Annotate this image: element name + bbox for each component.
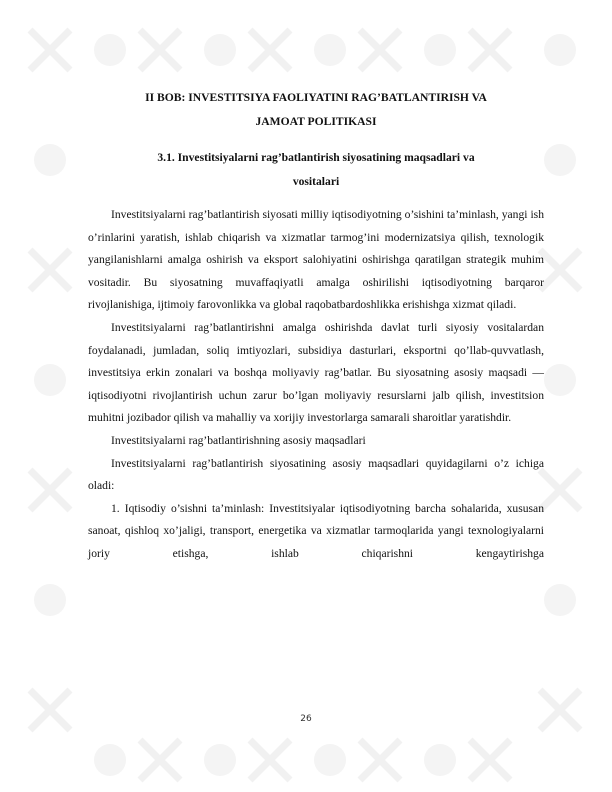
section-title-line-1: 3.1. Investitsiyalarni rag’batlantirish siyosatining maqsadlari va <box>157 151 475 164</box>
chapter-title-line-1: II BOB: INVESTITSIYA FAOLIYATINI RAG’BATLANTIRISH VA <box>145 91 487 104</box>
chapter-title <box>88 86 544 134</box>
subheading-paragraph: Investitsiyalarni rag’batlantirishning asosiy maqsadlari <box>111 433 366 447</box>
section-title-line-2: vositalari <box>292 175 340 188</box>
paragraph-3: Investitsiyalarni rag’batlantirish siyosatining asosiy maqsadlari quyidagilarni o’z ichiga oladi: <box>88 456 544 493</box>
paragraph-1: Investitsiyalarni rag’batlantirish siyosati milliy iqtisodiyotning o’sishini ta’minlash, yangi ish o’rinlarini yaratish, ishlab chiqarish va xizmatlar tarmog’ini modernizatsiya qilish, texnologik yangilanishlarni amalga oshirish va eksport salohiyatini oshirishga qaratilgan strategik muhim vositadir. Bu siyosatning muvaffaqiyatli amalga oshirilishi iqtisodiyotning barqaror rivojlanishiga, ijtimoiy farovonlikka va global raqobatbardoshlikka erishishga xizmat qiladi. <box>88 208 544 312</box>
chapter-title-line-2: JAMOAT POLITIKASI <box>255 115 377 128</box>
list-item-1: 1. Iqtisodiy o’sishni ta’minlash: Investitsiyalar iqtisodiyotning barcha sohalarida, xususan sanoat, qishloq xo’jaligi, transport, energetika va xizmatlar tarmoqlarida yangi texnologiyalarni joriy etishga, ishlab chiqarishni kengaytirishga <box>88 501 544 560</box>
section-title <box>88 146 544 194</box>
page-number: 26 <box>300 714 312 724</box>
paragraph-2: Investitsiyalarni rag’batlantirishni amalga oshirishda davlat turli siyosiy vositalardan foydalanadi, jumladan, soliq imtiyozlari, subsidiya dasturlari, eksportni qo’llab-quvvatlash, investitsiya erkin zonalari va boshqa moliyaviy rag’batlar. Bu siyosatning asosiy maqsadi — iqtisodiyotni rivojlantirish uchun zarur bo’lgan moliyaviy resurslarni jalb qilish, investitsion muhitni jozibador qilish va mahalliy va xorijiy investorlarga samarali sharoitlar yaratishdir. <box>88 320 544 425</box>
body-text <box>88 204 544 566</box>
